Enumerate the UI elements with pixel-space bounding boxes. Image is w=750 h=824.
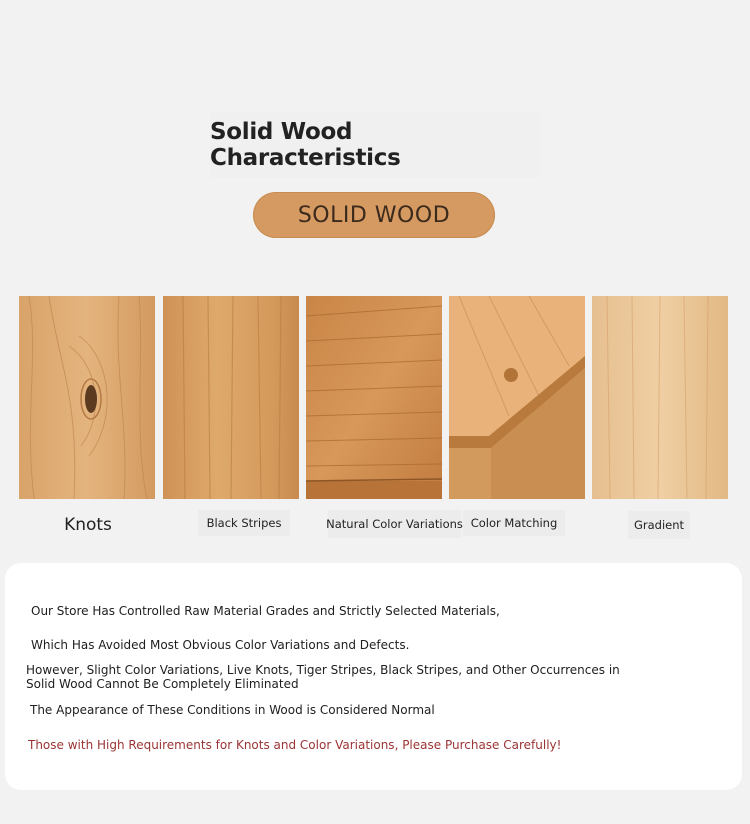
- note-line-3a: However, Slight Color Variations, Live Knots, Tiger Stripes, Black Stripes, and Other Occurrences in: [26, 663, 620, 677]
- swatch-label-color-matching: Color Matching: [463, 510, 565, 536]
- note-line-1: Our Store Has Controlled Raw Material Grades and Strictly Selected Materials,: [31, 604, 500, 618]
- swatch-label-gradient: Gradient: [628, 511, 690, 539]
- note-line-3b: Solid Wood Cannot Be Completely Eliminated: [26, 677, 299, 691]
- page-title: Solid Wood Characteristics: [210, 119, 401, 171]
- knots-swatch-image: [19, 296, 155, 499]
- warning-line: Those with High Requirements for Knots and Color Variations, Please Purchase Carefully!: [28, 738, 562, 752]
- note-line-2: Which Has Avoided Most Obvious Color Variations and Defects.: [31, 638, 410, 652]
- swatch-label-natural-color-variations: Natural Color Variations: [328, 510, 461, 538]
- natural-color-variations-swatch-image: [306, 296, 442, 499]
- title-block: [210, 112, 540, 178]
- color-matching-swatch-image: [449, 296, 585, 499]
- swatch-label-black-stripes: Black Stripes: [198, 510, 290, 536]
- swatch-label-knots: Knots: [64, 515, 112, 535]
- badge-label: SOLID WOOD: [297, 202, 451, 228]
- black-stripes-swatch-image: [163, 296, 299, 499]
- note-line-4: The Appearance of These Conditions in Wood is Considered Normal: [30, 703, 435, 717]
- solid-wood-badge: [253, 192, 495, 238]
- gradient-swatch-image: [592, 296, 728, 499]
